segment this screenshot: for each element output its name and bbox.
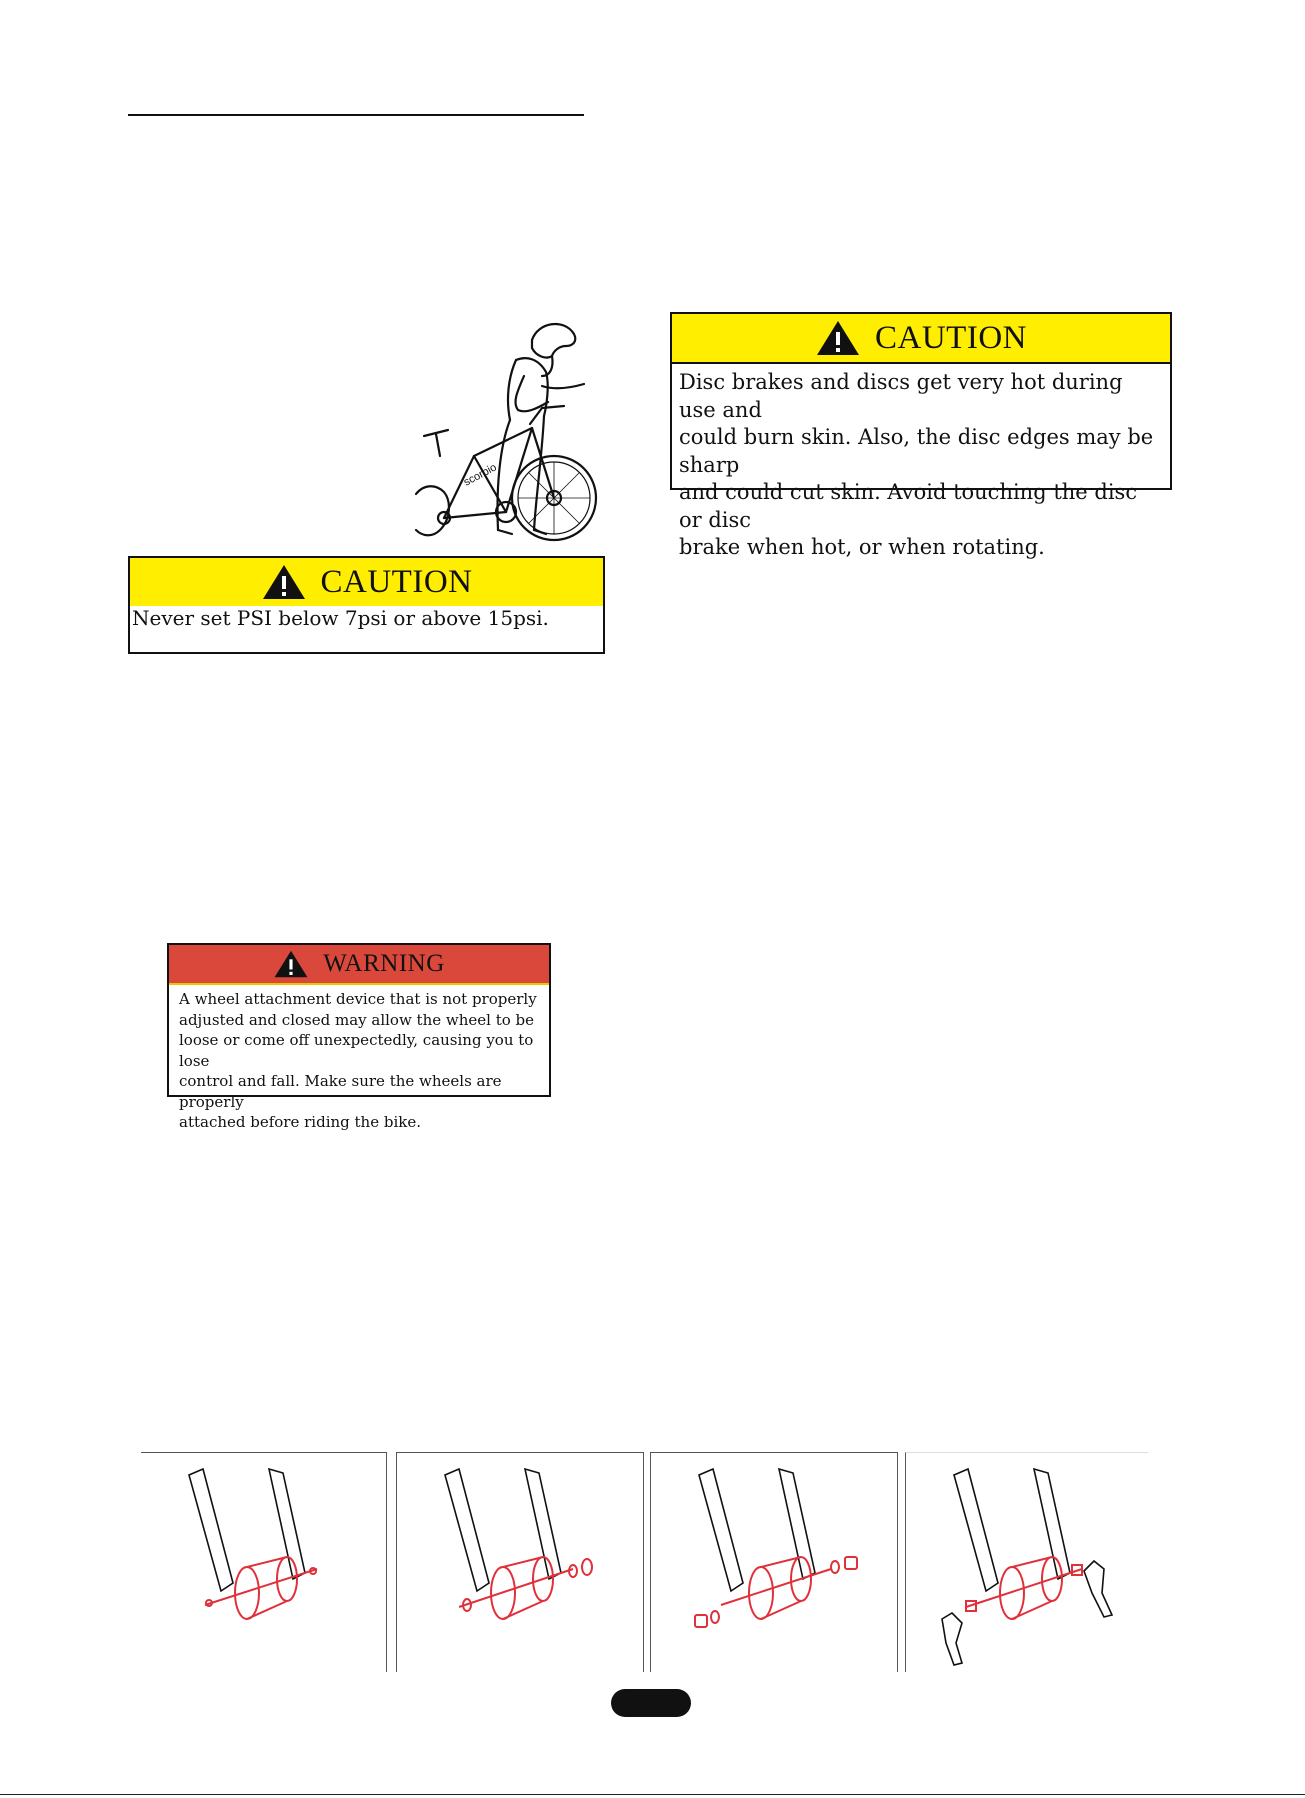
- caution-disc-brakes-sign: [670, 312, 1172, 559]
- hub-step-2-panel: [396, 1452, 644, 1672]
- warning-triangle-icon: [261, 563, 307, 601]
- caution-body-line: brake when hot, or when rotating.: [679, 535, 1045, 559]
- caution-header: [672, 314, 1170, 364]
- caution-psi-text: Never set PSI below 7psi or above 15psi.: [132, 606, 549, 630]
- warning-body-line: control and fall. Make sure the wheels are properly: [179, 1072, 502, 1111]
- warning-title: WARNING: [323, 950, 445, 977]
- caution-header: [130, 558, 603, 606]
- warning-triangle-icon: [815, 319, 861, 357]
- warning-body-line: attached before riding the bike.: [179, 1113, 421, 1131]
- svg-text:scorpio: scorpio: [461, 461, 499, 489]
- caution-title: CAUTION: [320, 563, 473, 600]
- header-rule: [128, 114, 584, 116]
- page-number-pill: [611, 1689, 691, 1717]
- warning-body-line: loose or come off unexpectedly, causing you to lose: [179, 1031, 534, 1070]
- fork-hub-illustration: [141, 1453, 387, 1673]
- hub-step-3-panel: [650, 1452, 898, 1672]
- fork-hub-illustration: [397, 1453, 645, 1673]
- warning-body: [169, 985, 549, 1137]
- warning-body-line: A wheel attachment device that is not properly: [179, 990, 537, 1008]
- warning-wheel-attachment-sign: [167, 943, 551, 1131]
- warning-triangle-icon: [273, 949, 309, 979]
- hub-step-4-panel: [905, 1452, 1148, 1672]
- fork-hub-illustration: [906, 1453, 1149, 1673]
- warning-header: [169, 945, 549, 985]
- rider-with-bicycle-illustration: [414, 316, 604, 550]
- caution-psi-sign: [128, 556, 605, 654]
- caution-body-line: Disc brakes and discs get very hot during use and: [679, 370, 1123, 422]
- caution-body-line: and could cut skin. Avoid touching the disc or disc: [679, 480, 1138, 532]
- footer-rule: [0, 1794, 1305, 1795]
- caution-body: [672, 364, 1170, 567]
- caution-title: CAUTION: [875, 319, 1027, 356]
- warning-body-line: adjusted and closed may allow the wheel to be: [179, 1010, 535, 1029]
- caution-body-line: could burn skin. Also, the disc edges may be sharp: [679, 425, 1154, 477]
- fork-hub-illustration: [651, 1453, 899, 1673]
- hub-step-1-panel: [141, 1452, 387, 1672]
